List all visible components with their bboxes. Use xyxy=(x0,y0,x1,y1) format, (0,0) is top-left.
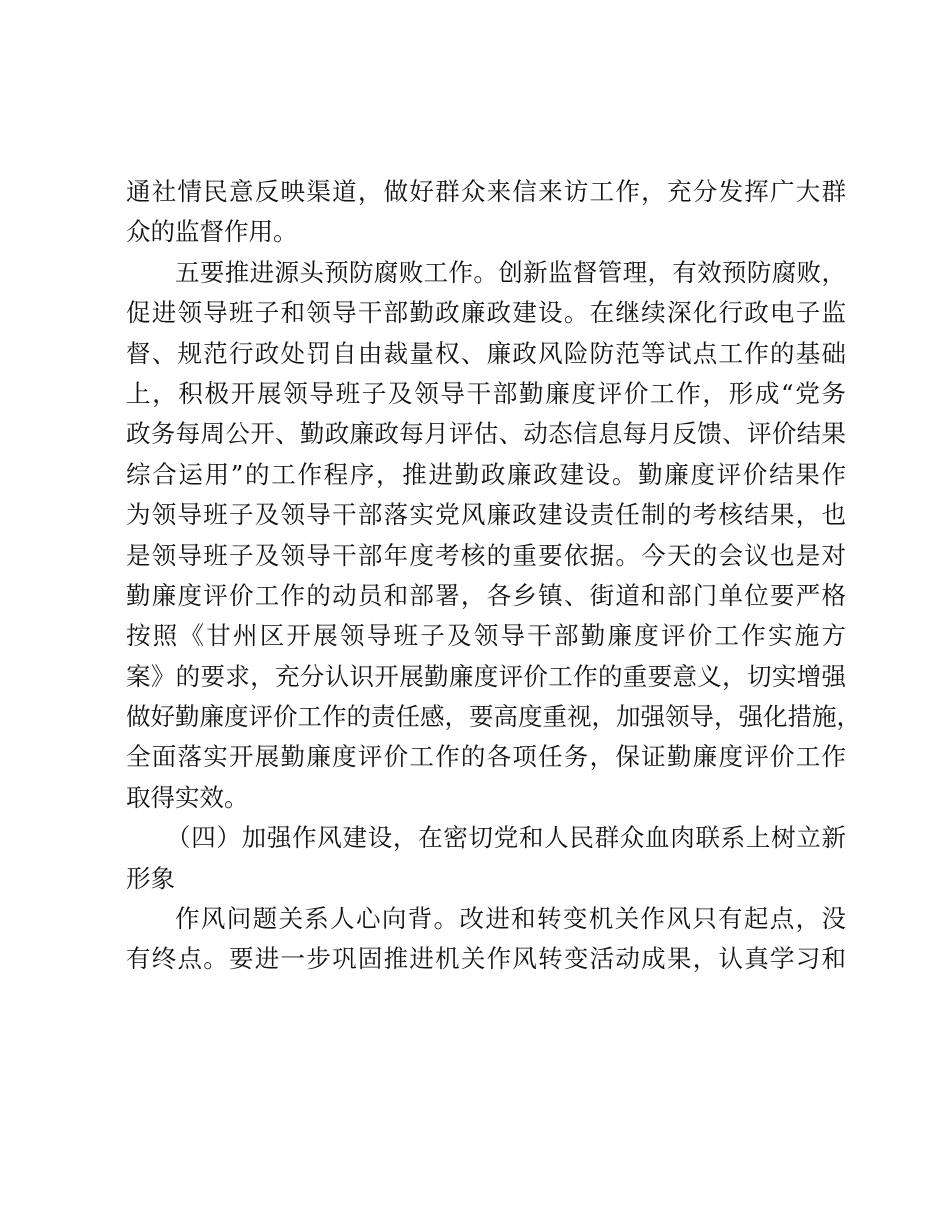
text-line: 勤廉度评价工作的动员和部署，各乡镇、街道和部门单位要严格 xyxy=(126,580,846,610)
text-line: 是领导班子及领导干部年度考核的重要依据。今天的会议也是对 xyxy=(126,540,846,570)
text-line: 督、规范行政处罚自由裁量权、廉政风险防范等试点工作的基础 xyxy=(126,338,846,368)
text-line: 上，积极开展领导班子及领导干部勤廉度评价工作，形成“党务 xyxy=(126,378,846,408)
text-line: 有终点。要进一步巩固推进机关作风转变活动成果，认真学习和 xyxy=(126,944,846,974)
text-line: 促进领导班子和领导干部勤政廉政建设。在继续深化行政电子监 xyxy=(126,298,846,328)
text-line: 为领导班子及领导干部落实党风廉政建设责任制的考核结果，也 xyxy=(126,500,846,530)
text-line: 做好勤廉度评价工作的责任感，要高度重视，加强领导，强化措施， xyxy=(126,702,861,732)
document-body xyxy=(126,172,861,980)
paragraph-start-line: 作风问题关系人心向背。改进和转变机关作风只有起点，没 xyxy=(175,904,846,934)
paragraph-start-line: 五要推进源头预防腐败工作。创新监督管理，有效预防腐败， xyxy=(175,257,846,287)
text-line: 政务每周公开、勤政廉政每月评估、动态信息每月反馈、评价结果 xyxy=(126,419,846,449)
text-line: 众的监督作用。 xyxy=(126,217,298,247)
text-line: 案》的要求，充分认识开展勤廉度评价工作的重要意义，切实增强 xyxy=(126,661,846,691)
section-heading-line: 形象 xyxy=(126,863,175,893)
text-line: 全面落实开展勤廉度评价工作的各项任务，保证勤廉度评价工作 xyxy=(126,742,846,772)
text-line: 综合运用”的工作程序，推进勤政廉政建设。勤廉度评价结果作 xyxy=(126,459,846,489)
text-line: 取得实效。 xyxy=(126,782,249,812)
section-heading-line: （四）加强作风建设，在密切党和人民群众血肉联系上树立新 xyxy=(166,823,846,853)
text-line: 按照《甘州区开展领导班子及领导干部勤廉度评价工作实施方 xyxy=(126,621,846,651)
text-line: 通社情民意反映渠道，做好群众来信来访工作，充分发挥广大群 xyxy=(126,177,846,206)
